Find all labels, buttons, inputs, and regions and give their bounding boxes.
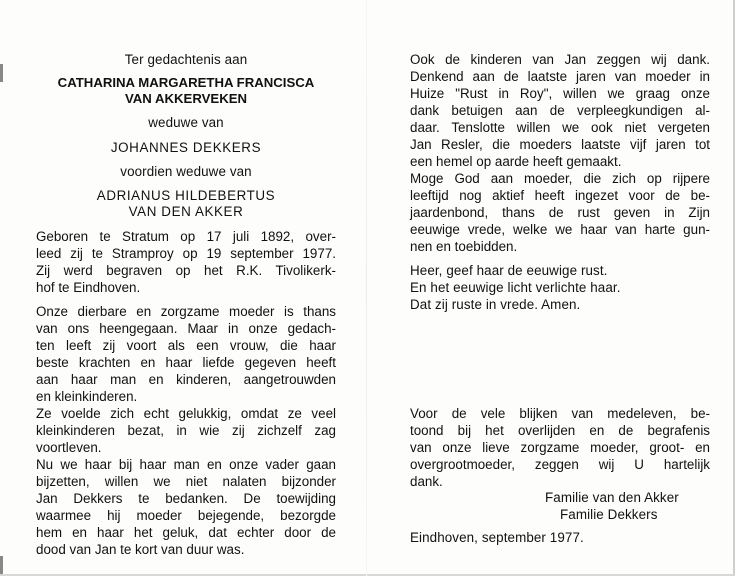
paragraph-line: voortleven. xyxy=(36,440,102,455)
paragraph-line: en kleinkinderen. xyxy=(36,389,138,404)
paragraph-line: dank betuigen aan de verpleegkundigen al- xyxy=(410,103,710,118)
paragraph-line: Jan Resler, die moeders laatste vijf jaren tot xyxy=(410,137,710,152)
paragraph-line: hem en haar het geluk, dat echter door de xyxy=(36,525,336,540)
thanks-line: Voor de vele blijken van medeleven, be- xyxy=(410,406,710,421)
intro-text: Ter gedachtenis aan xyxy=(124,52,248,67)
paragraph-line: Jan Dekkers te bedanken. De toewijding xyxy=(36,491,336,506)
first-husband-line1: ADRIANUS HILDEBERTUS xyxy=(96,188,276,203)
paragraph-line: Moge God aan moeder, die zich op rijpere xyxy=(410,171,710,186)
deceased-name-line2: VAN AKKERVEKEN xyxy=(124,91,248,106)
husband-name: JOHANNES DEKKERS xyxy=(110,140,262,155)
place-date: Eindhoven, september 1977. xyxy=(410,530,584,545)
birth-line: hof te Eindhoven. xyxy=(36,280,141,295)
first-husband-line2: VAN DEN AKKER xyxy=(128,204,244,219)
edge-mark xyxy=(0,64,3,82)
birth-line: Zij werd begraven op het R.K. Tivolikerk- xyxy=(36,263,336,278)
family-signature: Familie Dekkers xyxy=(560,507,658,522)
family-signature: Familie van den Akker xyxy=(545,490,679,505)
edge-mark xyxy=(0,556,3,574)
prayer-line: Heer, geef haar de eeuwige rust. xyxy=(410,263,608,278)
prayer-line: Dat zij ruste in vrede. Amen. xyxy=(410,297,581,312)
paragraph-line: beste krachten en haar liefde gegeven heeft xyxy=(36,355,336,370)
widow-of-label: weduwe van xyxy=(148,115,224,130)
paragraph-line: waarmee hij moeder bejegende, bezorgde xyxy=(36,508,336,523)
paragraph-line: jaardenbond, thans de rust geven in Zijn xyxy=(410,205,710,220)
card-fold-crease xyxy=(366,0,367,576)
paragraph-line: Huize "Rust in Roy", willen we graag onze xyxy=(410,86,710,101)
paragraph-line: kleinkinderen bezat, in wie zij zichzelf zag xyxy=(36,423,336,438)
thanks-line: overgrootmoeder, zeggen wij U hartelijk xyxy=(410,457,710,472)
paragraph-line: aan haar man en kinderen, aangetrouwden xyxy=(36,372,336,387)
thanks-line: dank. xyxy=(410,474,443,489)
paragraph-line: dood van Jan te kort van duur was. xyxy=(36,542,245,557)
birth-line: leed zij te Stramproy op 19 september 1977. xyxy=(36,246,336,261)
birth-line: Geboren te Stratum op 17 juli 1892, over- xyxy=(36,229,336,244)
paragraph-line: Nu we haar bij haar man en onze vader gaan xyxy=(36,457,336,472)
paragraph-line: eeuwige vrede, welke we haar van harte gun- xyxy=(410,222,710,237)
deceased-name-line1: CATHARINA MARGARETHA FRANCISCA xyxy=(57,75,315,90)
paragraph-line: Ook de kinderen van Jan zeggen wij dank. xyxy=(410,52,710,67)
paragraph-line: daar. Tenslotte willen we ook niet vergeten xyxy=(410,120,710,135)
paragraph-line: Denkend aan de laatste jaren van moeder in xyxy=(410,69,710,84)
paragraph-line: een hemel op aarde heeft gemaakt. xyxy=(410,154,622,169)
paragraph-line: leeftijd nog aktief heeft ingezet voor de be- xyxy=(410,188,710,203)
paragraph-line: van ons heengegaan. Maar in onze gedach- xyxy=(36,321,336,336)
previously-widow-label: voordien weduwe van xyxy=(120,164,252,179)
paragraph-line: ten leeft zij voort als een vrouw, die haar xyxy=(36,338,336,353)
paragraph-line: Onze dierbare en zorgzame moeder is thans xyxy=(36,304,336,319)
paragraph-line: nen en toebidden. xyxy=(410,239,518,254)
paragraph-line: bijzetten, willen we niet nalaten bijzonder xyxy=(36,474,336,489)
paragraph-line: Ze voelde zich echt gelukkig, omdat ze veel xyxy=(36,406,336,421)
thanks-line: toond bij het overlijden en de begrafenis xyxy=(410,423,710,438)
thanks-line: van onze lieve zorgzame moeder, groot- en xyxy=(410,440,710,455)
prayer-line: En het eeuwige licht verlichte haar. xyxy=(410,280,621,295)
